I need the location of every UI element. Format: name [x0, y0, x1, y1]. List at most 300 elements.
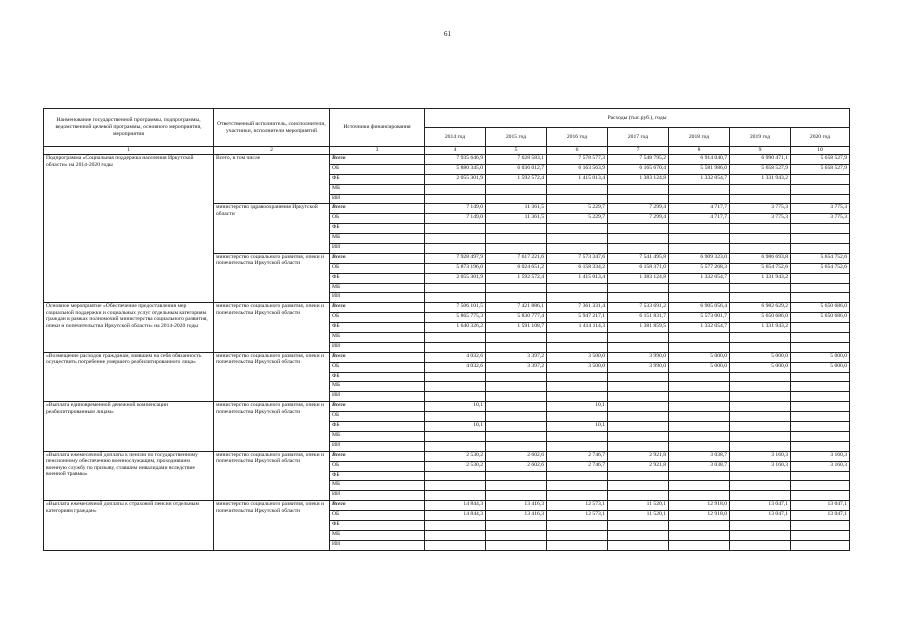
header-year: 2020 год — [791, 128, 850, 147]
amount-cell — [486, 392, 547, 402]
amount-cell — [730, 184, 791, 194]
amount-cell — [547, 392, 608, 402]
amount-cell — [608, 540, 669, 550]
amount-cell — [608, 283, 669, 293]
amount-cell — [547, 333, 608, 343]
amount-cell — [730, 382, 791, 392]
amount-cell: 7 421 886,1 — [486, 303, 547, 313]
amount-cell — [791, 323, 850, 333]
header-year: 2016 год — [547, 128, 608, 147]
executor-cell: министерство социального развития, опеки и попечительства Иркутской области — [214, 253, 330, 302]
column-number: 9 — [730, 147, 791, 155]
amount-cell: 4 717,7 — [669, 214, 730, 224]
header-row — [44, 109, 850, 128]
amount-cell — [791, 382, 850, 392]
amount-cell — [547, 520, 608, 530]
amount-cell: 4 032,6 — [425, 352, 486, 362]
amount-cell — [608, 382, 669, 392]
amount-cell: 7 506 101,5 — [425, 303, 486, 313]
amount-cell — [547, 441, 608, 451]
amount-cell — [669, 333, 730, 343]
amount-cell: 10,1 — [547, 402, 608, 412]
amount-cell — [547, 412, 608, 422]
amount-cell: 1 414 114,3 — [547, 323, 608, 333]
amount-cell — [425, 481, 486, 491]
amount-cell — [730, 441, 791, 451]
funding-source-cell: ОБ — [330, 214, 425, 224]
amount-cell — [486, 441, 547, 451]
amount-cell — [547, 194, 608, 204]
amount-cell — [425, 540, 486, 550]
funding-source-cell: ФБ — [330, 174, 425, 184]
amount-cell: 1 381 859,5 — [608, 323, 669, 333]
funding-source-cell: ОБ — [330, 511, 425, 521]
amount-cell — [425, 471, 486, 481]
amount-cell — [486, 224, 547, 234]
amount-cell — [669, 540, 730, 550]
amount-cell: 5 000,0 — [791, 362, 850, 372]
amount-cell — [791, 234, 850, 244]
amount-cell — [608, 372, 669, 382]
funding-source-cell: Всего — [330, 155, 425, 165]
amount-cell: 1 592 572,4 — [486, 273, 547, 283]
amount-cell — [608, 530, 669, 540]
amount-cell: 2 921,8 — [608, 461, 669, 471]
amount-cell: 4 717,7 — [669, 204, 730, 214]
amount-cell — [547, 224, 608, 234]
table-row — [44, 303, 850, 313]
funding-source-cell: МБ — [330, 184, 425, 194]
amount-cell: 3 775,3 — [730, 214, 791, 224]
amount-cell: 5 873 196,0 — [425, 263, 486, 273]
amount-cell — [730, 194, 791, 204]
amount-cell — [669, 441, 730, 451]
page-number: 61 — [444, 30, 451, 38]
amount-cell — [669, 194, 730, 204]
amount-cell — [791, 293, 850, 303]
amount-cell: 2 746,7 — [547, 461, 608, 471]
amount-cell: 5 000,0 — [730, 362, 791, 372]
amount-cell — [669, 283, 730, 293]
amount-cell: 6 909 323,0 — [669, 253, 730, 263]
funding-source-cell: ФБ — [330, 273, 425, 283]
amount-cell: 7 541 495,8 — [608, 253, 669, 263]
amount-cell — [608, 293, 669, 303]
program-name-cell: «Выплата ежемесячной доплаты к пенсии по государственному пенсионному обеспечению военнослужащим, проходившим военную службу по призыву, ставшим инвалидами вследствие военной травмы» — [44, 451, 214, 500]
amount-cell: 14 844,3 — [425, 511, 486, 521]
amount-cell: 5 658 527,9 — [791, 164, 850, 174]
amount-cell: 3 038,7 — [669, 451, 730, 461]
amount-cell: 7 617 221,6 — [486, 253, 547, 263]
column-number: 5 — [486, 147, 547, 155]
amount-cell: 6 914 040,7 — [669, 155, 730, 165]
header-name: Наименование государственной программы, подпрограммы, ведомственной целевой программы, основного мероприятия, мероприятия — [44, 109, 214, 147]
amount-cell — [791, 372, 850, 382]
amount-cell — [547, 283, 608, 293]
amount-cell — [608, 441, 669, 451]
amount-cell — [791, 471, 850, 481]
amount-cell — [669, 392, 730, 402]
amount-cell — [608, 333, 669, 343]
column-number-row — [44, 147, 850, 155]
amount-cell — [669, 431, 730, 441]
funding-source-cell: ОБ — [330, 461, 425, 471]
funding-source-cell: ИИ — [330, 293, 425, 303]
amount-cell: 7 628 583,1 — [486, 155, 547, 165]
executor-cell: министерство социального развития, опеки и попечительства Иркутской области — [214, 303, 330, 352]
amount-cell — [425, 382, 486, 392]
amount-cell — [791, 333, 850, 343]
executor-cell: Всего, в том числе — [214, 155, 330, 204]
funding-source-cell: ИИ — [330, 194, 425, 204]
amount-cell — [608, 224, 669, 234]
amount-cell: 5 654 752,6 — [791, 253, 850, 263]
amount-cell: 12 918,0 — [669, 501, 730, 511]
amount-cell: 2 746,7 — [547, 451, 608, 461]
amount-cell: 3 990,0 — [608, 352, 669, 362]
amount-cell — [791, 402, 850, 412]
amount-cell — [730, 333, 791, 343]
amount-cell: 2 530,2 — [425, 461, 486, 471]
amount-cell — [425, 431, 486, 441]
amount-cell — [425, 293, 486, 303]
program-name-cell: «Возмещение расходов гражданам, взявшим на себя обязанность осуществить погребение умершего реабилитированного лица» — [44, 352, 214, 401]
funding-source-cell: Всего — [330, 352, 425, 362]
amount-cell — [486, 540, 547, 550]
amount-cell — [730, 481, 791, 491]
executor-cell: министерство социального развития, опеки и попечительства Иркутской области — [214, 402, 330, 451]
funding-source-cell: ОБ — [330, 313, 425, 323]
amount-cell: 1 332 054,7 — [669, 174, 730, 184]
amount-cell: 5 658 527,9 — [791, 155, 850, 165]
column-number: 1 — [44, 147, 214, 155]
amount-cell — [608, 520, 669, 530]
amount-cell: 5 650 686,0 — [791, 303, 850, 313]
amount-cell — [608, 234, 669, 244]
amount-cell — [669, 184, 730, 194]
amount-cell: 3 990,0 — [608, 362, 669, 372]
amount-cell: 3 038,7 — [669, 461, 730, 471]
amount-cell: 10,1 — [547, 422, 608, 432]
amount-cell — [486, 184, 547, 194]
amount-cell — [608, 194, 669, 204]
amount-cell — [486, 422, 547, 432]
funding-source-cell: ИИ — [330, 491, 425, 501]
amount-cell: 6 024 651,2 — [486, 263, 547, 273]
amount-cell — [791, 491, 850, 501]
executor-cell: министерство здравоохранения Иркутской области — [214, 204, 330, 253]
amount-cell: 3 160,3 — [791, 451, 850, 461]
amount-cell: 5 865 775,3 — [425, 313, 486, 323]
amount-cell — [730, 392, 791, 402]
header-year: 2018 год — [669, 128, 730, 147]
executor-cell: министерство социального развития, опеки и попечительства Иркутской области — [214, 451, 330, 500]
funding-source-cell: ФБ — [330, 224, 425, 234]
amount-cell: 1 592 572,4 — [486, 174, 547, 184]
amount-cell — [425, 520, 486, 530]
table-row — [44, 155, 850, 165]
header-year: 2017 год — [608, 128, 669, 147]
program-name-cell: «Выплата ежемесячной доплаты к страховой пенсии отдельным категориям граждан» — [44, 501, 214, 550]
amount-cell — [669, 422, 730, 432]
amount-cell — [669, 412, 730, 422]
amount-cell — [486, 333, 547, 343]
amount-cell: 1 332 054,7 — [669, 323, 730, 333]
funding-source-cell: ОБ — [330, 412, 425, 422]
column-number: 6 — [547, 147, 608, 155]
amount-cell: 1 383 124,8 — [608, 174, 669, 184]
amount-cell — [791, 431, 850, 441]
column-number: 10 — [791, 147, 850, 155]
amount-cell — [730, 244, 791, 254]
amount-cell — [608, 422, 669, 432]
amount-cell — [486, 481, 547, 491]
amount-cell — [791, 441, 850, 451]
amount-cell: 13 047,1 — [791, 501, 850, 511]
amount-cell: 7 149,0 — [425, 204, 486, 214]
amount-cell — [608, 471, 669, 481]
amount-cell — [730, 402, 791, 412]
amount-cell — [547, 382, 608, 392]
amount-cell — [791, 224, 850, 234]
amount-cell: 13 047,1 — [791, 511, 850, 521]
amount-cell: 13 047,1 — [730, 501, 791, 511]
funding-source-cell: ИИ — [330, 392, 425, 402]
amount-cell — [669, 342, 730, 352]
amount-cell — [547, 234, 608, 244]
amount-cell — [425, 194, 486, 204]
amount-cell — [486, 234, 547, 244]
amount-cell — [608, 342, 669, 352]
amount-cell — [486, 491, 547, 501]
amount-cell — [791, 342, 850, 352]
amount-cell — [486, 194, 547, 204]
funding-source-cell: Всего — [330, 402, 425, 412]
amount-cell — [547, 481, 608, 491]
amount-cell — [547, 540, 608, 550]
amount-cell: 12 573,1 — [547, 511, 608, 521]
amount-cell — [547, 293, 608, 303]
header-year: 2015 год — [486, 128, 547, 147]
amount-cell: 5 573 001,7 — [669, 313, 730, 323]
amount-cell: 5 658 527,9 — [730, 164, 791, 174]
amount-cell: 6 990 471,1 — [730, 155, 791, 165]
amount-cell — [669, 372, 730, 382]
amount-cell — [425, 283, 486, 293]
funding-source-cell: ОБ — [330, 362, 425, 372]
amount-cell — [486, 530, 547, 540]
amount-cell: 3 775,3 — [791, 204, 850, 214]
amount-cell: 13 416,3 — [486, 501, 547, 511]
amount-cell: 7 149,0 — [425, 214, 486, 224]
amount-cell — [547, 244, 608, 254]
amount-cell: 5 880 345,0 — [425, 164, 486, 174]
table-row — [44, 402, 850, 412]
amount-cell — [791, 184, 850, 194]
amount-cell: 7 299,4 — [608, 214, 669, 224]
amount-cell: 5 650 686,0 — [730, 313, 791, 323]
amount-cell: 6 151 831,7 — [608, 313, 669, 323]
amount-cell — [730, 224, 791, 234]
amount-cell — [425, 244, 486, 254]
header-source: Источники финансирования — [330, 109, 425, 147]
amount-cell: 13 416,3 — [486, 511, 547, 521]
amount-cell — [425, 184, 486, 194]
amount-cell: 4 032,6 — [425, 362, 486, 372]
funding-source-cell: ИИ — [330, 244, 425, 254]
amount-cell: 5 000,0 — [730, 352, 791, 362]
executor-cell: министерство социального развития, опеки и попечительства Иркутской области — [214, 352, 330, 401]
amount-cell — [669, 224, 730, 234]
amount-cell — [608, 244, 669, 254]
funding-source-cell: ИИ — [330, 342, 425, 352]
amount-cell: 7 548 795,2 — [608, 155, 669, 165]
header-year: 2014 год — [425, 128, 486, 147]
amount-cell: 5 830 777,4 — [486, 313, 547, 323]
amount-cell — [669, 402, 730, 412]
amount-cell — [730, 283, 791, 293]
amount-cell — [730, 372, 791, 382]
amount-cell — [608, 481, 669, 491]
amount-cell — [425, 224, 486, 234]
funding-source-cell: ОБ — [330, 164, 425, 174]
amount-cell — [791, 244, 850, 254]
amount-cell: 5 577 268,3 — [669, 263, 730, 273]
amount-cell — [486, 412, 547, 422]
amount-cell: 10,1 — [425, 402, 486, 412]
amount-cell: 5 229,7 — [547, 214, 608, 224]
executor-cell: министерство социального развития, опеки и попечительства Иркутской области — [214, 501, 330, 550]
amount-cell: 11 361,5 — [486, 214, 547, 224]
amount-cell: 3 397,2 — [486, 362, 547, 372]
funding-source-cell: ФБ — [330, 323, 425, 333]
amount-cell — [791, 174, 850, 184]
funding-source-cell: МБ — [330, 382, 425, 392]
amount-cell — [425, 333, 486, 343]
amount-cell: 3 500,0 — [547, 352, 608, 362]
amount-cell — [730, 412, 791, 422]
amount-cell — [669, 293, 730, 303]
funding-source-cell: ФБ — [330, 422, 425, 432]
amount-cell — [791, 283, 850, 293]
amount-cell — [547, 471, 608, 481]
funding-source-cell: Всего — [330, 451, 425, 461]
amount-cell — [547, 431, 608, 441]
amount-cell — [425, 392, 486, 402]
amount-cell: 7 935 646,9 — [425, 155, 486, 165]
funding-source-cell: МБ — [330, 530, 425, 540]
amount-cell — [486, 402, 547, 412]
amount-cell — [730, 471, 791, 481]
funding-source-cell: ФБ — [330, 471, 425, 481]
amount-cell: 12 918,0 — [669, 511, 730, 521]
amount-cell — [547, 342, 608, 352]
amount-cell — [669, 520, 730, 530]
amount-cell — [791, 422, 850, 432]
amount-cell — [669, 244, 730, 254]
amount-cell — [425, 372, 486, 382]
funding-source-cell: Всего — [330, 303, 425, 313]
amount-cell — [730, 530, 791, 540]
amount-cell — [669, 471, 730, 481]
amount-cell — [730, 422, 791, 432]
amount-cell — [486, 244, 547, 254]
funding-source-cell: ФБ — [330, 520, 425, 530]
amount-cell — [669, 234, 730, 244]
amount-cell — [486, 293, 547, 303]
amount-cell — [547, 372, 608, 382]
amount-cell — [608, 184, 669, 194]
funding-source-cell: МБ — [330, 333, 425, 343]
amount-cell: 5 650 686,0 — [791, 313, 850, 323]
program-name-cell: Основное мероприятие «Обеспечение предоставления мер социальной поддержки и социальных услуг отдельным категориям граждан в рамках полномочий министерства социального развития, опеки и попечительства Иркутской области» на 2014-2020 годы — [44, 303, 214, 352]
program-name-cell: «Выплата единовременной денежной компенсации реабилитированным лицам» — [44, 402, 214, 451]
header-year: 2019 год — [730, 128, 791, 147]
amount-cell: 7 299,4 — [608, 204, 669, 214]
amount-cell — [791, 273, 850, 283]
amount-cell — [425, 530, 486, 540]
amount-cell: 7 533 691,2 — [608, 303, 669, 313]
amount-cell: 14 844,3 — [425, 501, 486, 511]
amount-cell: 5 947 217,1 — [547, 313, 608, 323]
amount-cell — [608, 431, 669, 441]
amount-cell — [547, 530, 608, 540]
table-row — [44, 501, 850, 511]
amount-cell — [669, 491, 730, 501]
column-number: 8 — [669, 147, 730, 155]
amount-cell — [486, 382, 547, 392]
amount-cell: 1 415 013,4 — [547, 273, 608, 283]
amount-cell — [791, 481, 850, 491]
amount-cell: 2 530,2 — [425, 451, 486, 461]
amount-cell: 3 775,3 — [791, 214, 850, 224]
funding-source-cell: МБ — [330, 283, 425, 293]
amount-cell: 3 160,3 — [730, 461, 791, 471]
table-row — [44, 451, 850, 461]
amount-cell: 6 165 670,4 — [608, 164, 669, 174]
amount-cell — [730, 491, 791, 501]
amount-cell — [608, 392, 669, 402]
amount-cell — [547, 184, 608, 194]
amount-cell: 1 331 943,2 — [730, 174, 791, 184]
amount-cell: 3 397,2 — [486, 352, 547, 362]
amount-cell: 12 573,1 — [547, 501, 608, 511]
amount-cell — [791, 540, 850, 550]
funding-source-cell: МБ — [330, 234, 425, 244]
amount-cell: 3 160,3 — [730, 451, 791, 461]
funding-source-cell: Всего — [330, 501, 425, 511]
column-number: 4 — [425, 147, 486, 155]
amount-cell: 3 775,3 — [730, 204, 791, 214]
amount-cell — [730, 520, 791, 530]
amount-cell — [486, 283, 547, 293]
amount-cell — [669, 481, 730, 491]
amount-cell: 11 361,5 — [486, 204, 547, 214]
amount-cell: 2 602,6 — [486, 461, 547, 471]
funding-source-cell: ОБ — [330, 263, 425, 273]
amount-cell: 2 602,6 — [486, 451, 547, 461]
column-number: 3 — [330, 147, 425, 155]
amount-cell: 2 055 301,9 — [425, 174, 486, 184]
amount-cell — [486, 372, 547, 382]
program-name-cell: Подпрограмма «Социальная поддержка населения Иркутской области» на 2014-2020 годы — [44, 155, 214, 303]
amount-cell: 11 520,1 — [608, 501, 669, 511]
amount-cell — [425, 234, 486, 244]
funding-source-cell: ИИ — [330, 540, 425, 550]
budget-table — [43, 108, 850, 551]
amount-cell — [669, 382, 730, 392]
amount-cell — [608, 491, 669, 501]
